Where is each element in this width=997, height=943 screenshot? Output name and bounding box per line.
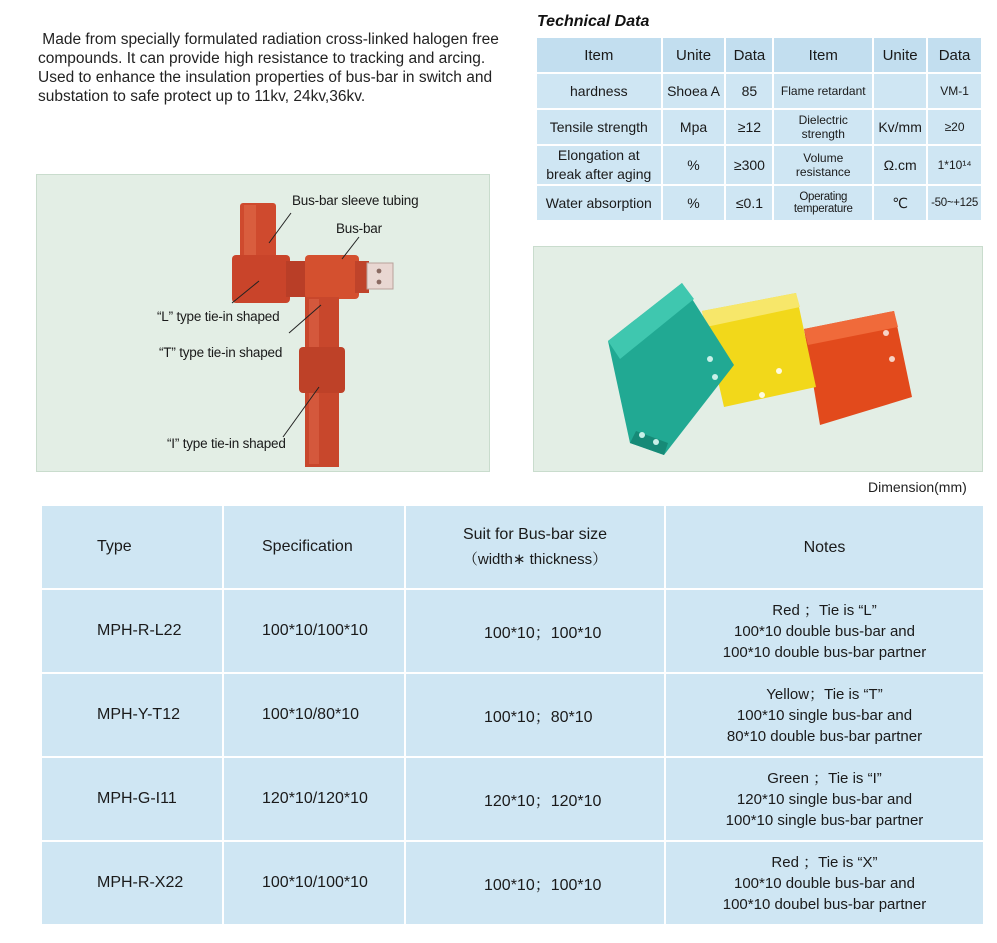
td-data: 85 [726,74,772,108]
header-type: Type [42,506,222,588]
td-unite: Shoea A [663,74,725,108]
dimension-note: Dimension(mm) [868,479,967,495]
td-unite: % [663,186,725,220]
header-notes: Notes [666,506,983,588]
product-row [42,674,983,756]
note-line: 100*10 double bus-bar and [734,874,915,892]
header-suit [406,506,664,588]
cell-notes [666,590,983,672]
th-data-2: Data [928,38,981,72]
technical-data-row [537,110,981,144]
td-item-2: Operating temperature [774,186,872,220]
technical-data-header-row [537,38,981,72]
note-line: Yellow；Tie is “T” [766,685,883,703]
note-line: 80*10 double bus-bar partner [726,727,923,745]
technical-data-row [537,146,981,184]
td-unite-2: ℃ [874,186,926,220]
header-suit-line2: （width∗ thickness） [462,550,608,568]
product-row [42,758,983,840]
th-item-2: Item [774,38,872,72]
td-unite: Mpa [663,110,725,144]
td-item: Tensile strength [537,110,661,144]
td-data: ≥12 [726,110,772,144]
cell-type: MPH-R-L22 [42,590,222,672]
td-data-2: VM-1 [928,74,981,108]
note-line: 100*10 single bus-bar partner [725,811,924,829]
technical-data-row [537,74,981,108]
cell-specification: 100*10/80*10 [224,674,404,756]
note-line: Green ；Tie is “I” [767,769,882,787]
yellow-sleeve-hole [776,368,782,374]
product-table-header-row [42,506,983,588]
note-line: Red ；Tie is “X” [771,853,878,871]
bus-bar-metal [367,263,393,289]
green-sleeve-hole [707,356,713,362]
technical-data-row [537,186,981,220]
note-line: Red ；Tie is “L” [772,601,877,619]
product-table [40,504,985,926]
intro-line: Used to enhance the insulation properties of bus-bar in switch and [38,69,493,86]
cell-type: MPH-Y-T12 [42,674,222,756]
colored-sleeves-illustration [534,247,982,471]
label-busbar: Bus-bar [336,221,382,236]
cell-notes [666,674,983,756]
cell-notes [666,758,983,840]
td-item-2: Flame retardant [774,74,872,108]
cell-suit: 100*10；100*10 [406,590,664,672]
td-item-2: Volume resistance [774,146,872,184]
td-item-2: Dielectric strength [774,110,872,144]
header-suit-line1: Suit for Bus-bar size [462,525,608,543]
label-busbar-sleeve: Bus-bar sleeve tubing [292,193,419,208]
technical-data-title: Technical Data [537,13,650,30]
td-item: hardness [537,74,661,108]
red-sleeve-hole [889,356,895,362]
yellow-sleeve-hole [759,392,765,398]
note-line: 120*10 single bus-bar and [736,790,913,808]
green-sleeve-hole [653,439,659,445]
intro-line: compounds. It can provide high resistance to tracking and arcing. [38,50,486,67]
th-unite-2: Unite [874,38,926,72]
bus-bar-hole [377,269,382,274]
green-sleeve-hole [639,432,645,438]
sleeve-top-highlight [244,205,256,260]
cell-specification: 100*10/100*10 [224,590,404,672]
intro-line: substation to safe protect up to 11kv, 24kv,36kv. [38,88,366,105]
note-line: 100*10 double bus-bar partner [722,643,927,661]
td-data: ≥300 [726,146,772,184]
td-unite-2: Ω.cm [874,146,926,184]
cell-type: MPH-G-I11 [42,758,222,840]
green-sleeve-hole [712,374,718,380]
cell-suit: 100*10；80*10 [406,674,664,756]
th-unite: Unite [663,38,725,72]
label-l-type: “L” type tie-in shaped [157,309,280,324]
header-specification: Specification [224,506,404,588]
td-item: Elongation at break after aging [537,146,661,184]
td-data-2: -50~+125 [928,186,981,220]
product-row [42,590,983,672]
label-i-type: “I” type tie-in shaped [167,436,286,451]
cell-suit: 120*10；120*10 [406,758,664,840]
colored-sleeves-photo [533,246,983,472]
busbar-sleeve-photo [36,174,490,472]
red-sleeve-hole [883,330,889,336]
td-data: ≤0.1 [726,186,772,220]
technical-data-table [535,36,983,222]
td-unite-2 [874,74,926,108]
note-line: 100*10 double bus-bar and [734,622,915,640]
cell-notes [666,842,983,924]
bus-bar-hole [377,280,382,285]
td-data-2: 1*10¹⁴ [928,146,981,184]
th-data: Data [726,38,772,72]
cell-suit: 100*10；100*10 [406,842,664,924]
td-item: Water absorption [537,186,661,220]
cell-type: MPH-R-X22 [42,842,222,924]
product-row [42,842,983,924]
label-t-type: “T” type tie-in shaped [159,345,283,360]
intro-line: Made from specially formulated radiation cross-linked halogen free [38,31,499,48]
th-item: Item [537,38,661,72]
cell-specification: 100*10/100*10 [224,842,404,924]
note-line: 100*10 doubel bus-bar partner [722,895,927,913]
note-line: 100*10 single bus-bar and [736,706,913,724]
td-data-2: ≥20 [928,110,981,144]
cell-specification: 120*10/120*10 [224,758,404,840]
t-joint-shape [305,255,359,299]
intro-paragraph [38,30,508,106]
i-joint-shape [299,347,345,393]
td-unite: % [663,146,725,184]
td-unite-2: Kv/mm [874,110,926,144]
